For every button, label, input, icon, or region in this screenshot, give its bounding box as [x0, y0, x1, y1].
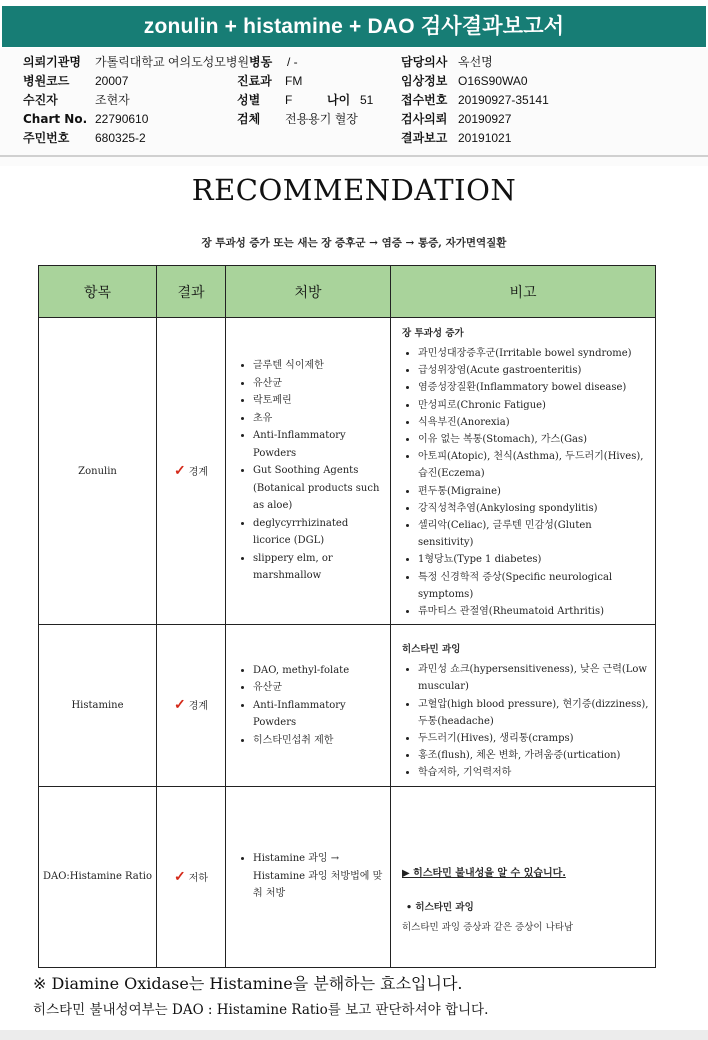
note-subheading: • 히스타민 과잉 — [406, 902, 474, 914]
check-icon: ✓ — [173, 868, 186, 885]
note-heading: 히스타민 과잉 — [402, 644, 461, 656]
sex-value: F — [285, 93, 293, 107]
list-item: • 편두통(Migraine) — [418, 483, 649, 500]
list-item: • 아토피(Atopic), 천식(Asthma), 두드러기(Hives), 습진(Eczema) — [418, 448, 649, 482]
prescription-cell — [226, 318, 391, 625]
patient-info-col-2 — [237, 53, 397, 129]
age-value: 51 — [360, 93, 374, 107]
list-item: • slippery elm, or marshmallow — [253, 550, 385, 585]
footer-note-1: ※ Diamine Oxidase는 Histamine을 분해하는 효소입니다. — [33, 974, 463, 993]
request-date-label: 검사의뢰 — [401, 112, 448, 126]
hospital-code-label: 병원코드 — [23, 74, 70, 88]
check-icon: ✓ — [173, 697, 186, 714]
note-text: 히스타민 과잉 증상과 같은 증상이 나타남 — [402, 922, 574, 934]
list-item: • 이유 없는 복통(Stomach), 가스(Gas) — [418, 431, 649, 448]
list-item: • deglycyrrhizinated licorice (DGL) — [253, 515, 385, 550]
note-cell — [391, 318, 656, 625]
table-row-zonulin — [39, 318, 656, 625]
list-item: • 유산균 — [253, 679, 385, 697]
prescription-list — [227, 662, 389, 750]
list-item: • 히스타민섭취 제한 — [253, 732, 385, 750]
note-cell — [391, 625, 656, 786]
list-item: • 강직성척추염(Ankylosing spondylitis) — [418, 500, 649, 517]
receipt-no-value: 20190927-35141 — [458, 93, 549, 107]
list-item: • 만성피로(Chronic Fatigue) — [418, 397, 649, 414]
report-title: zonulin + histamine + DAO 검사결과보고서 — [2, 6, 706, 47]
list-item: • 홍조(flush), 체온 변화, 가려움증(urtication) — [418, 747, 649, 764]
list-item: • 초유 — [253, 410, 385, 428]
dept-label: 진료과 — [237, 74, 272, 88]
id-number-label: 주민번호 — [23, 131, 70, 145]
patient-info-col-3 — [401, 53, 701, 148]
header-prescription: 처방 — [226, 266, 391, 318]
table-row-histamine — [39, 625, 656, 786]
note-heading: 장 투과성 증가 — [402, 328, 464, 339]
list-item: • Anti-Inflammatory Powders — [253, 427, 385, 462]
note-heading: ▶ 히스타민 불내성을 알 수 있습니다. — [402, 868, 566, 880]
list-item: • 학습저하, 기억력저하 — [418, 764, 649, 781]
list-item: • 과민성 쇼크(hypersensitiveness), 낮은 근력(Low muscular) — [418, 661, 649, 695]
clinical-info-label: 임상정보 — [401, 74, 448, 88]
list-item: • 유산균 — [253, 375, 385, 393]
list-item: • 염증성장질환(Inflammatory bowel disease) — [418, 379, 649, 396]
prescription-list — [227, 357, 389, 585]
result-cell — [157, 786, 226, 967]
report-date-label: 결과보고 — [401, 131, 448, 145]
check-icon: ✓ — [173, 463, 186, 480]
footer-note-2: 히스타민 불내성여부는 DAO : Histamine Ratio를 보고 판단하셔야 합니다. — [33, 1002, 489, 1018]
list-item: • 두드러기(Hives), 생리통(cramps) — [418, 730, 649, 747]
result-value: 경계 — [188, 701, 209, 713]
list-item: • Gut Soothing Agents (Botanical products such as aloe) — [253, 462, 385, 515]
request-date-value: 20190927 — [458, 112, 512, 126]
list-item: • 1형당뇨(Type 1 diabetes) — [418, 551, 649, 568]
list-item: • 고혈압(high blood pressure), 현기증(dizziness), 두통(headache) — [418, 696, 649, 730]
item-cell: DAO:Histamine Ratio — [39, 786, 157, 967]
patient-name-value: 조현자 — [95, 93, 130, 107]
institution-label: 의뢰기관명 — [23, 55, 81, 69]
institution-value: 가톨릭대학교 여의도성모병원 — [95, 55, 250, 69]
list-item: • DAO, methyl-folate — [253, 662, 385, 680]
note-subheading-text: 히스타민 과잉 — [415, 902, 474, 914]
prescription-cell — [226, 625, 391, 786]
prescription-list — [227, 850, 389, 903]
header-note: 비고 — [391, 266, 656, 318]
chart-no-label: Chart No. — [23, 112, 88, 126]
recommendation-subtitle: 장 투과성 증가 또는 새는 장 증후군 → 염증 → 통증, 자가면역질환 — [201, 237, 507, 249]
doctor-label: 담당의사 — [401, 55, 448, 69]
dept-value: FM — [285, 74, 303, 88]
list-item: • 락토페린 — [253, 392, 385, 410]
chart-no-value: 22790610 — [95, 112, 149, 126]
item-cell: Zonulin — [39, 318, 157, 625]
result-cell — [157, 318, 226, 625]
result-cell — [157, 625, 226, 786]
patient-name-label: 수진자 — [23, 93, 58, 107]
prescription-cell — [226, 786, 391, 967]
list-item: • Anti-Inflammatory Powders — [253, 697, 385, 732]
sex-label: 성별 — [237, 93, 261, 107]
ward-label: 병동 — [249, 55, 273, 69]
result-value: 경계 — [188, 467, 209, 479]
table-header-row — [39, 266, 656, 318]
age-label: 나이 — [327, 93, 351, 107]
list-item: • Histamine 과잉 → Histamine 과잉 처방법에 맞춰 처방 — [253, 850, 385, 903]
list-item: • 급성위장염(Acute gastroenteritis) — [418, 362, 649, 379]
ward-value: / - — [287, 55, 298, 69]
list-item: • 과민성대장증후군(Irritable bowel syndrome) — [418, 345, 649, 362]
list-item: • 셀리악(Celiac), 글루텐 민감성(Gluten sensitivity) — [418, 517, 649, 551]
hospital-code-value: 20007 — [95, 74, 129, 88]
doctor-value: 옥선명 — [458, 55, 493, 69]
clinical-info-value: O16S90WA0 — [458, 74, 528, 88]
results-table — [38, 265, 656, 968]
note-list — [402, 661, 649, 781]
header-result: 결과 — [157, 266, 226, 318]
specimen-label: 검체 — [237, 112, 261, 126]
list-item: • 특정 신경학적 증상(Specific neurological symptoms) — [418, 569, 649, 603]
list-item: • 식욕부진(Anorexia) — [418, 414, 649, 431]
result-value: 저하 — [188, 872, 209, 884]
list-item: • 글루텐 식이제한 — [253, 357, 385, 375]
info-divider — [0, 155, 708, 157]
report-date-value: 20191021 — [458, 131, 512, 145]
header-item: 항목 — [39, 266, 157, 318]
recommendation-title: RECOMMENDATION — [191, 173, 517, 207]
item-cell: Histamine — [39, 625, 157, 786]
specimen-value: 전용용기 혈장 — [285, 112, 358, 126]
note-cell — [391, 786, 656, 967]
table-row-dao-ratio — [39, 786, 656, 967]
receipt-no-label: 접수번호 — [401, 93, 448, 107]
list-item: • 류마티스 관절염(Rheumatoid Arthritis) — [418, 603, 649, 620]
id-number-value: 680325-2 — [95, 131, 146, 145]
note-list — [402, 345, 649, 620]
